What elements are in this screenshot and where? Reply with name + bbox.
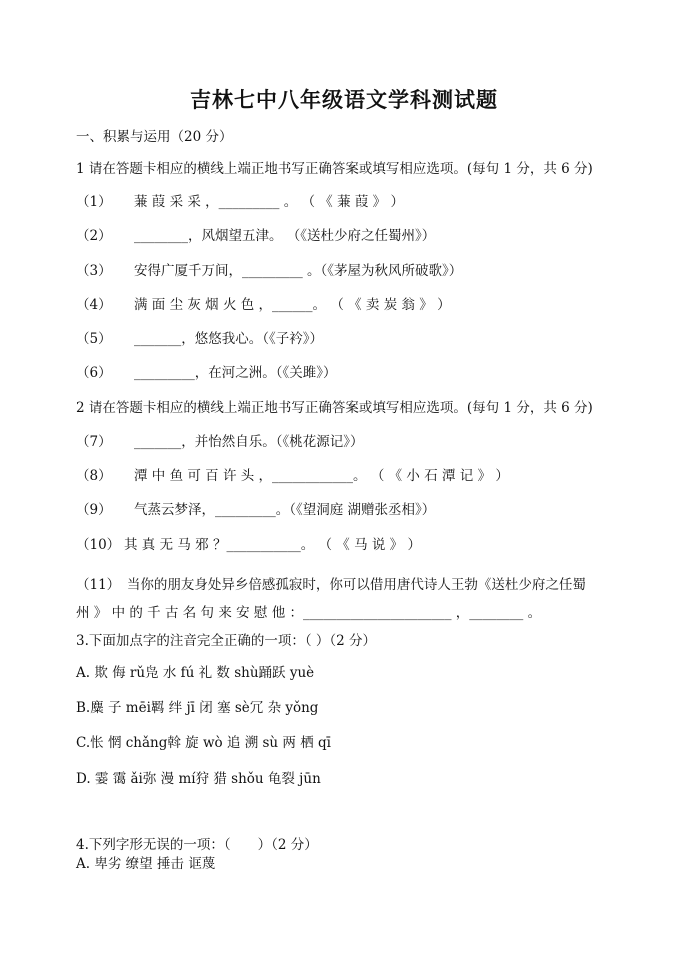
item-number: （1） <box>76 194 112 210</box>
question-item <box>76 262 462 280</box>
option-a: A. 卑劣 缭望 捶击 诓蔑 <box>76 856 216 872</box>
item-text: 蒹 葭 采 采 ，_________ 。 （ 《 蒹 葭 》 ） <box>134 194 404 210</box>
question-1-prompt: 1 请在答题卡相应的横线上端正地书写正确答案或填写相应选项。(每句 1 分，共 6 分) <box>76 161 593 177</box>
question-item-11-line2: 州 》 中 的 千 古 名 句 来 安 慰 他 ：______________________ ，________ 。 <box>76 605 542 621</box>
question-4-prompt: 4.下列字形无误的一项：（ ）（2 分） <box>76 837 318 853</box>
item-text: 安得广厦千万间，_________ 。（《茅屋为秋风所破歌》） <box>134 263 463 279</box>
item-number: （8） <box>76 468 112 484</box>
page-title: 吉林七中八年级语文学科测试题 <box>190 88 498 112</box>
question-2-prompt: 2 请在答题卡相应的横线上端正地书写正确答案或填写相应选项。(每句 1 分，共 6 分) <box>76 400 593 416</box>
question-item-11-line1: （11） 当你的朋友身处异乡倍感孤寂时，你可以借用唐代诗人王勃《送杜少府之任蜀 <box>76 577 586 593</box>
section-heading: 一、积累与运用（20 分） <box>76 129 233 145</box>
item-number: （6） <box>76 365 112 381</box>
item-number: （2） <box>76 228 112 244</box>
item-text: _______，并怡然自乐。（《桃花源记》） <box>134 434 364 450</box>
option-b: B.麋 子 mēi羁 绊 jī 闭 塞 sè冗 杂 yǒng <box>76 700 319 716</box>
item-text: _________，在河之洲。（《关雎》） <box>134 365 337 381</box>
option-d: D. 霎 霭 ǎi弥 漫 mí狩 猎 shǒu 龟裂 jūn <box>76 771 321 787</box>
question-item <box>76 467 509 485</box>
item-number: （5） <box>76 331 112 347</box>
item-number: （10） <box>76 537 121 553</box>
question-item <box>76 227 435 245</box>
item-text: 其 真 无 马 邪 ？___________。 （ 《 马 说 》 ） <box>124 537 421 553</box>
item-number: （7） <box>76 434 112 450</box>
option-c: C.怅 惘 chǎng斡 旋 wò 追 溯 sù 两 栖 qī <box>76 735 331 751</box>
item-text: _______，悠悠我心。（《子衿》） <box>134 331 323 347</box>
question-item <box>76 501 435 519</box>
question-item <box>76 536 421 554</box>
item-text: 潭 中 鱼 可 百 许 头 ，____________。 （ 《 小 石 潭 记 》 ） <box>134 468 509 484</box>
item-number: （3） <box>76 263 112 279</box>
question-3-prompt: 3.下面加点字的注音完全正确的一项：（ ）（2 分） <box>76 633 377 649</box>
option-a: A. 欺 侮 rǔ凫 水 fú 礼 数 shù踊跃 yuè <box>76 665 315 681</box>
question-item <box>76 296 451 314</box>
item-number: （9） <box>76 502 112 518</box>
question-item <box>76 433 364 451</box>
question-item <box>76 364 337 382</box>
item-text: ________，风烟望五津。 （《送杜少府之任蜀州》） <box>134 228 436 244</box>
item-text: 气蒸云梦泽，_________。（《望洞庭 湖赠张丞相》） <box>134 502 436 518</box>
question-item <box>76 193 404 211</box>
item-text: 满 面 尘 灰 烟 火 色 ，______。 （ 《 卖 炭 翁 》 ） <box>134 297 451 313</box>
item-number: （4） <box>76 297 112 313</box>
question-item <box>76 330 323 348</box>
